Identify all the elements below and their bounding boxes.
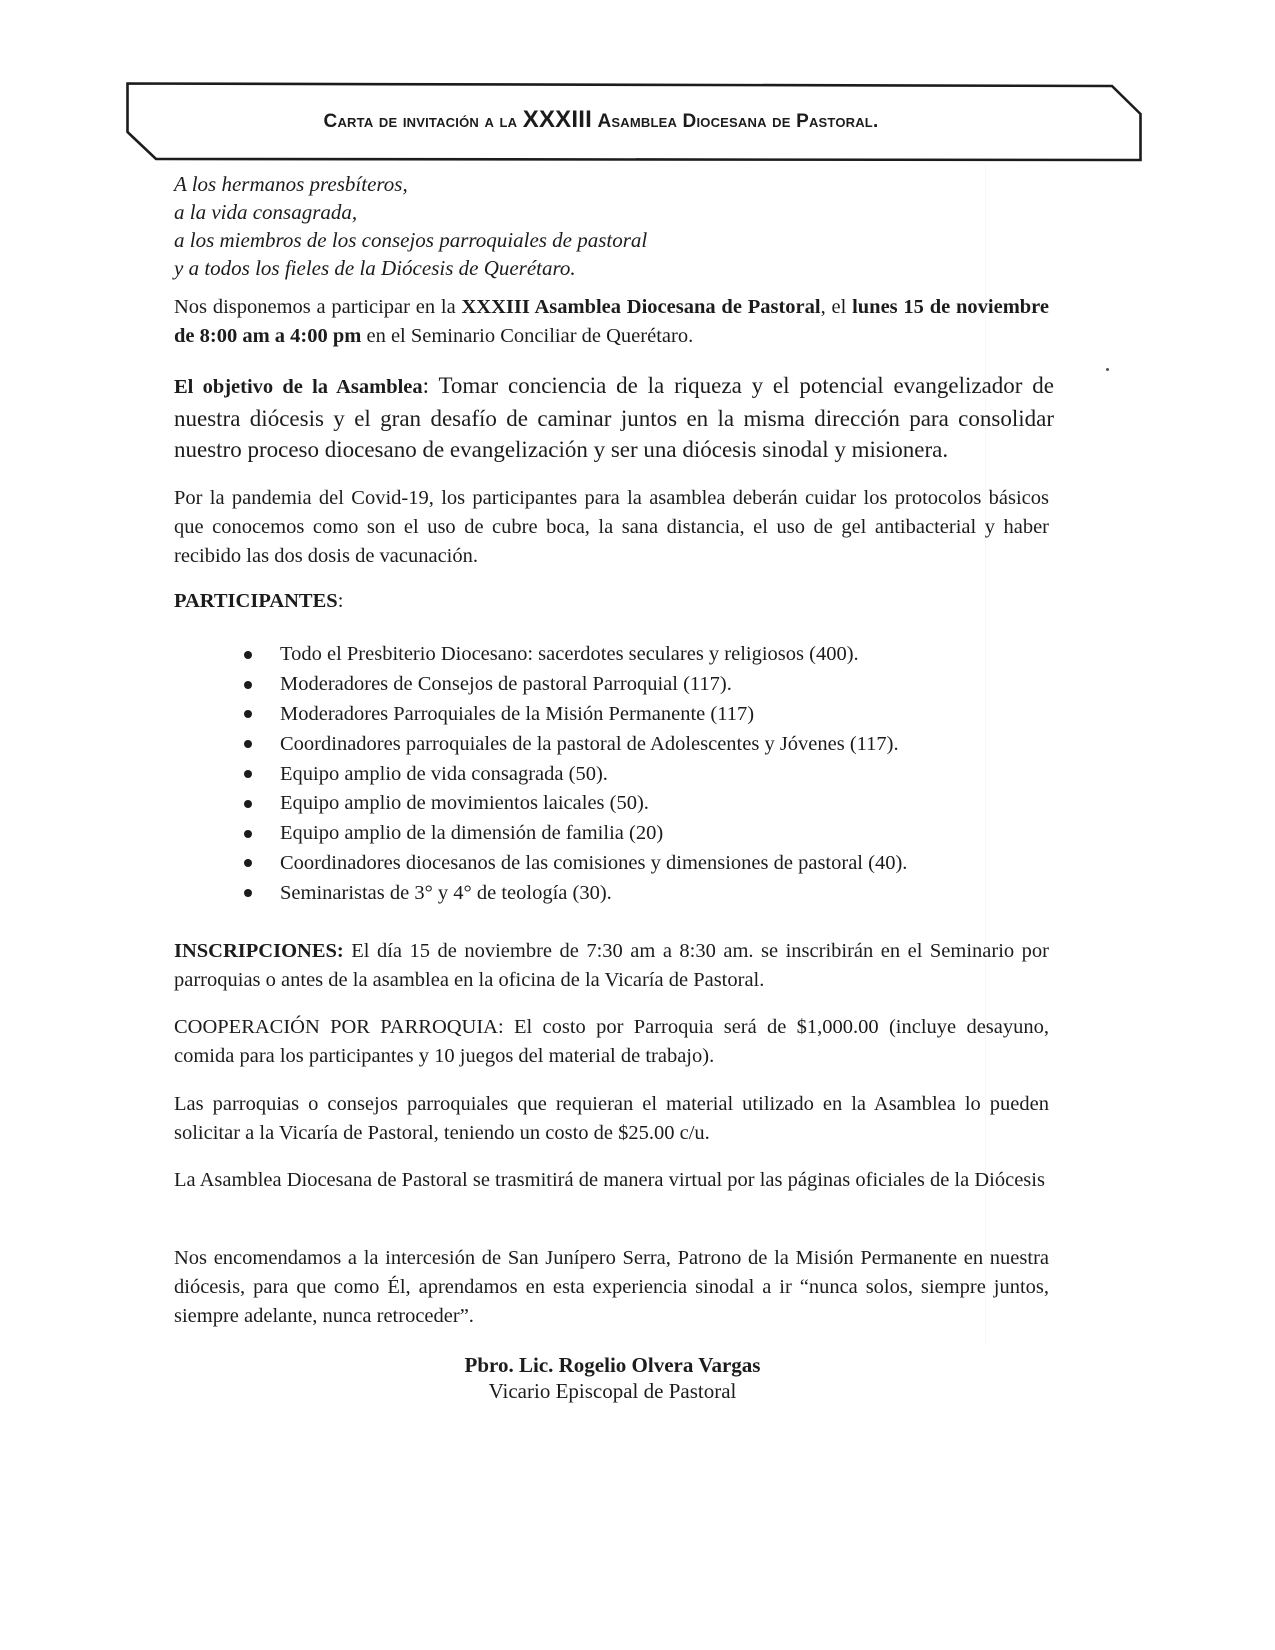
bullet-icon [244, 889, 252, 897]
list-item-text: Seminaristas de 3° y 4° de teología (30). [280, 881, 612, 904]
intro-text-2: , el [820, 296, 853, 318]
list-item [244, 729, 907, 759]
title-roman: XXXIII [522, 106, 592, 133]
title-banner [126, 82, 1142, 164]
greeting [174, 170, 647, 282]
objective-label: El objetivo de la Asamblea [174, 376, 423, 398]
list-item [244, 849, 907, 879]
closing-paragraph: Nos encomendamos a la intercesión de San Junípero Serra, Patrono de la Misión Permanente en nuestra diócesis, para que como Él, aprendamos en esta experiencia sinodal a ir “nunca solos, siempre juntos, siempre adelante, nunca retroceder”. [174, 1247, 1049, 1327]
list-item [244, 700, 907, 730]
registration-text: El día 15 de noviembre de 7:30 am a 8:30 am. se inscribirán en el Seminario por parroquias o antes de la asamblea en la oficina de la Vicaría de Pastoral. [174, 940, 1049, 991]
cooperation-paragraph: COOPERACIÓN POR PARROQUIA: El costo por Parroquia será de $1,000.00 (incluye desayuno, comida para los participantes y 10 juegos del material de trabajo). [174, 1016, 1049, 1067]
greeting-line: y a todos los fieles de la Diócesis de Querétaro. [174, 256, 576, 280]
registration-label: INSCRIPCIONES: [174, 940, 344, 962]
broadcast-paragraph: La Asamblea Diocesana de Pastoral se trasmitirá de manera virtual por las páginas oficiales de la Diócesis [174, 1169, 1045, 1191]
list-item-text: Coordinadores diocesanos de las comisiones y dimensiones de pastoral (40). [280, 851, 908, 874]
signature-block [0, 1352, 1225, 1404]
bullet-icon [244, 770, 252, 778]
list-item-text: Todo el Presbiterio Diocesano: sacerdotes seculares y religiosos (400). [280, 643, 859, 666]
scan-speck [1106, 368, 1109, 371]
list-item-text: Equipo amplio de la dimensión de familia (20) [280, 822, 664, 845]
bullet-icon [244, 651, 252, 659]
objective-text: : Tomar conciencia de la riqueza y el potencial evangelizador de nuestra diócesis y el gran desafío de caminar juntos en la misma dirección para consolidar nuestro proceso diocesano de evangelización y ser una diócesis sinodal y misionera. [174, 373, 1054, 462]
list-item [244, 759, 907, 789]
covid-paragraph: Por la pandemia del Covid-19, los participantes para la asamblea deberán cuidar los protocolos básicos que conocemos como son el uso de cubre boca, la sana distancia, el uso de gel antibacterial y haber recibido las dos dosis de vacunación. [174, 487, 1049, 567]
signature-role: Vicario Episcopal de Pastoral [488, 1379, 737, 1403]
bullet-icon [244, 859, 252, 867]
list-item-text: Equipo amplio de vida consagrada (50). [280, 762, 608, 785]
list-item [244, 878, 907, 908]
list-item [244, 670, 907, 700]
list-item-text: Coordinadores parroquiales de la pastoral de Adolescentes y Jóvenes (117). [280, 732, 899, 755]
title-part1: Carta de invitación a la [323, 111, 518, 132]
list-item-text: Moderadores Parroquiales de la Misión Permanente (117) [280, 702, 755, 725]
material-paragraph: Las parroquias o consejos parroquiales que requieran el material utilizado en la Asamblea lo pueden solicitar a la Vicaría de Pastoral, teniendo un costo de $25.00 c/u. [174, 1093, 1049, 1144]
intro-text-3: en el Seminario Conciliar de Querétaro. [361, 325, 694, 347]
list-item-text: Moderadores de Consejos de pastoral Parroquial (117). [280, 673, 732, 696]
intro-bold-1: XXXIII Asamblea Diocesana de Pastoral [461, 296, 821, 318]
participants-list [244, 640, 907, 908]
list-item-text: Equipo amplio de movimientos laicales (50). [280, 792, 649, 815]
intro-bold-2: lunes 15 de noviembre de 8:00 am a 4:00 pm [174, 296, 1050, 347]
intro-text-1: Nos disponemos a participar en la [174, 296, 462, 318]
list-item [244, 789, 907, 819]
list-item [244, 640, 907, 670]
page-title [126, 106, 1076, 134]
signature-name: Pbro. Lic. Rogelio Olvera Vargas [464, 1353, 761, 1377]
bullet-icon [244, 830, 252, 838]
registration-paragraph [174, 937, 1049, 995]
greeting-line: a los miembros de los consejos parroquiales de pastoral [174, 228, 648, 252]
bullet-icon [244, 740, 252, 748]
objective-paragraph [174, 370, 1054, 465]
greeting-line: a la vida consagrada, [174, 200, 358, 224]
bullet-icon [244, 710, 252, 718]
participants-heading-colon: : [337, 590, 344, 612]
title-part2: Asamblea Diocesana de Pastoral. [597, 111, 879, 132]
participants-heading [174, 590, 343, 613]
bullet-icon [244, 681, 252, 689]
bullet-icon [244, 800, 252, 808]
list-item [244, 819, 907, 849]
participants-heading-text: PARTICIPANTES [174, 590, 338, 612]
greeting-line: A los hermanos presbíteros, [174, 172, 408, 196]
intro-paragraph [174, 293, 1049, 351]
